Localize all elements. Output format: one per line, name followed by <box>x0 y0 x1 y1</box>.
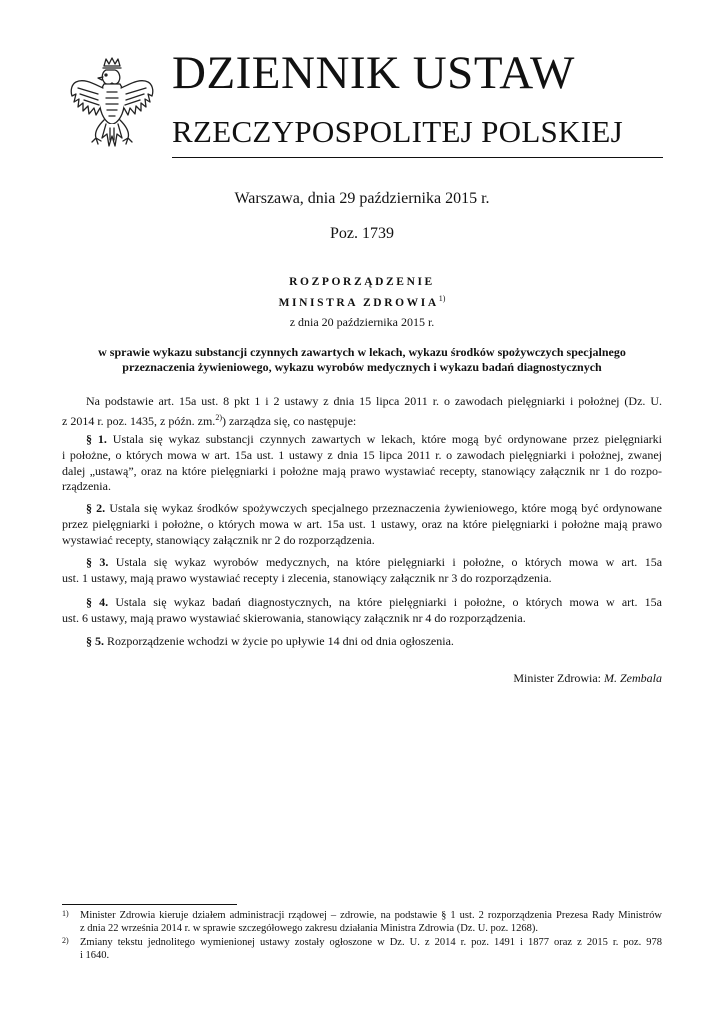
footnote-1-line-2: z dnia 22 września 2014 r. w sprawie szczegółowego zakresu działania Ministra Zdrowia (Dz. U. poz. 1268). <box>80 923 539 934</box>
section-2 <box>62 501 662 548</box>
preamble-line-2 <box>62 410 662 430</box>
section-1-line-1 <box>62 432 662 448</box>
section-number: § 4. <box>86 595 109 609</box>
section-text: Ustala się wykaz wyrobów medycznych, na które pielęgniarki i położne, o których mowa w art. 15a <box>115 555 663 569</box>
section-2-line-3: wystawiać recepty, stanowiący załącznik nr 2 do rozporządzenia. <box>62 532 375 547</box>
footnote-ref-1: 1) <box>438 294 446 303</box>
footnote-2-line-1: Zmiany tekstu jednolitego wymienionej ustawy zostały ogłoszone w Dz. U. z 2014 r. poz. 1491 i 1877 oraz z 2015 r. poz. 978 <box>80 937 662 948</box>
section-5-line-1 <box>62 634 662 650</box>
section-2-line-2: przez pielęgniarki i położne, o których mowa w art. 15a ust. 1 ustawy, oraz na które pielęgniarki i położne mają prawo <box>62 516 662 531</box>
section-1 <box>62 432 662 495</box>
section-4 <box>62 595 662 627</box>
signature-name: M. Zembala <box>604 671 662 685</box>
section-number: § 3. <box>86 555 109 569</box>
polish-eagle-emblem-icon <box>66 56 158 160</box>
footnote-1-line-1: Minister Zdrowia kieruje działem administracji rządowej – zdrowie, na podstawie § 1 ust. 2 rozporządzenia Prezesa Rady Ministrów <box>80 910 662 921</box>
section-2-line-1 <box>62 501 662 517</box>
footnote-1-marker: 1) <box>62 909 69 918</box>
section-number: § 5. <box>86 634 104 648</box>
section-text: Ustala się wykaz środków spożywczych specjalnego przeznaczenia żywieniowego, które mogą być ordynowane <box>109 501 663 515</box>
section-number: § 2. <box>86 501 106 515</box>
section-1-line-3: dalej „ustawą”, oraz na które pielęgniarki i położne mają prawo wystawiać recepty, stanowiący załącznik nr 1 do rozpo- <box>62 463 662 478</box>
section-text: Ustala się wykaz substancji czynnych zawartych w lekach, które mogą być ordynowane przez pielęgniarki <box>112 432 663 446</box>
act-subject-line-2: przeznaczenia żywieniowego, wykazu wyrobów medycznych i wykazu badań diagnostycznych <box>122 360 602 374</box>
section-4-line-1 <box>62 595 662 611</box>
section-1-line-4: rządzenia. <box>62 479 111 494</box>
position-number: Poz. 1739 <box>330 225 394 242</box>
footnote-2 <box>62 936 662 962</box>
preamble-text-end: ) zarządza się, co następuje: <box>221 413 357 428</box>
preamble-text: z 2014 r. poz. 1435, z późn. zm. <box>62 413 216 428</box>
footnote-2-line-2: i 1640. <box>80 950 110 961</box>
section-text: Ustala się wykaz badań diagnostycznych, na które pielęgniarki i położne, o których mowa w art. 15a <box>115 595 663 609</box>
section-number: § 1. <box>86 432 107 446</box>
footnote-separator <box>62 904 237 905</box>
act-issuer-name: MINISTRA ZDROWIA <box>278 297 439 309</box>
act-subject-line-1: w sprawie wykazu substancji czynnych zawartych w lekach, wykazu środków spożywczych specjalnego <box>98 345 626 359</box>
signature-block <box>513 671 662 686</box>
footnote-ref-2: 2) <box>215 412 222 422</box>
section-5 <box>62 634 662 650</box>
footnote-2-marker: 2) <box>62 936 69 945</box>
section-4-line-2: ust. 6 ustawy, mają prawo wystawiać skierowania, stanowiący załącznik nr 4 do rozporządzenia. <box>62 610 526 625</box>
act-type: ROZPORZĄDZENIE <box>289 276 435 288</box>
section-3 <box>62 555 662 587</box>
signature-role: Minister Zdrowia: <box>513 671 601 685</box>
section-1-line-2: i położne, o których mowa w art. 15a ust. 1 ustawy z dnia 15 lipca 2011 r. o zawodach pielęgniarki i położnej, zwanej <box>62 447 662 462</box>
publication-dateline: Warszawa, dnia 29 października 2015 r. <box>234 190 490 207</box>
act-date: z dnia 20 października 2015 r. <box>289 315 435 329</box>
journal-subtitle: RZECZYPOSPOLITEJ POLSKIEJ <box>172 114 624 149</box>
footnote-1 <box>62 909 662 935</box>
header-rule <box>172 157 663 158</box>
journal-title: DZIENNIK USTAW <box>172 47 575 99</box>
section-text: Rozporządzenie wchodzi w życie po upływie 14 dni od dnia ogłoszenia. <box>107 634 454 648</box>
act-issuer <box>62 294 662 309</box>
section-3-line-1 <box>62 555 662 571</box>
section-3-line-2: ust. 1 ustawy, mają prawo wystawiać recepty i zlecenia, stanowiący załącznik nr 3 do rozporządzenia. <box>62 570 552 585</box>
preamble-line-1: Na podstawie art. 15a ust. 8 pkt 1 i 2 ustawy z dnia 15 lipca 2011 r. o zawodach pielęgniarki i położnej (Dz. U. <box>86 394 662 408</box>
preamble-paragraph <box>62 394 662 430</box>
